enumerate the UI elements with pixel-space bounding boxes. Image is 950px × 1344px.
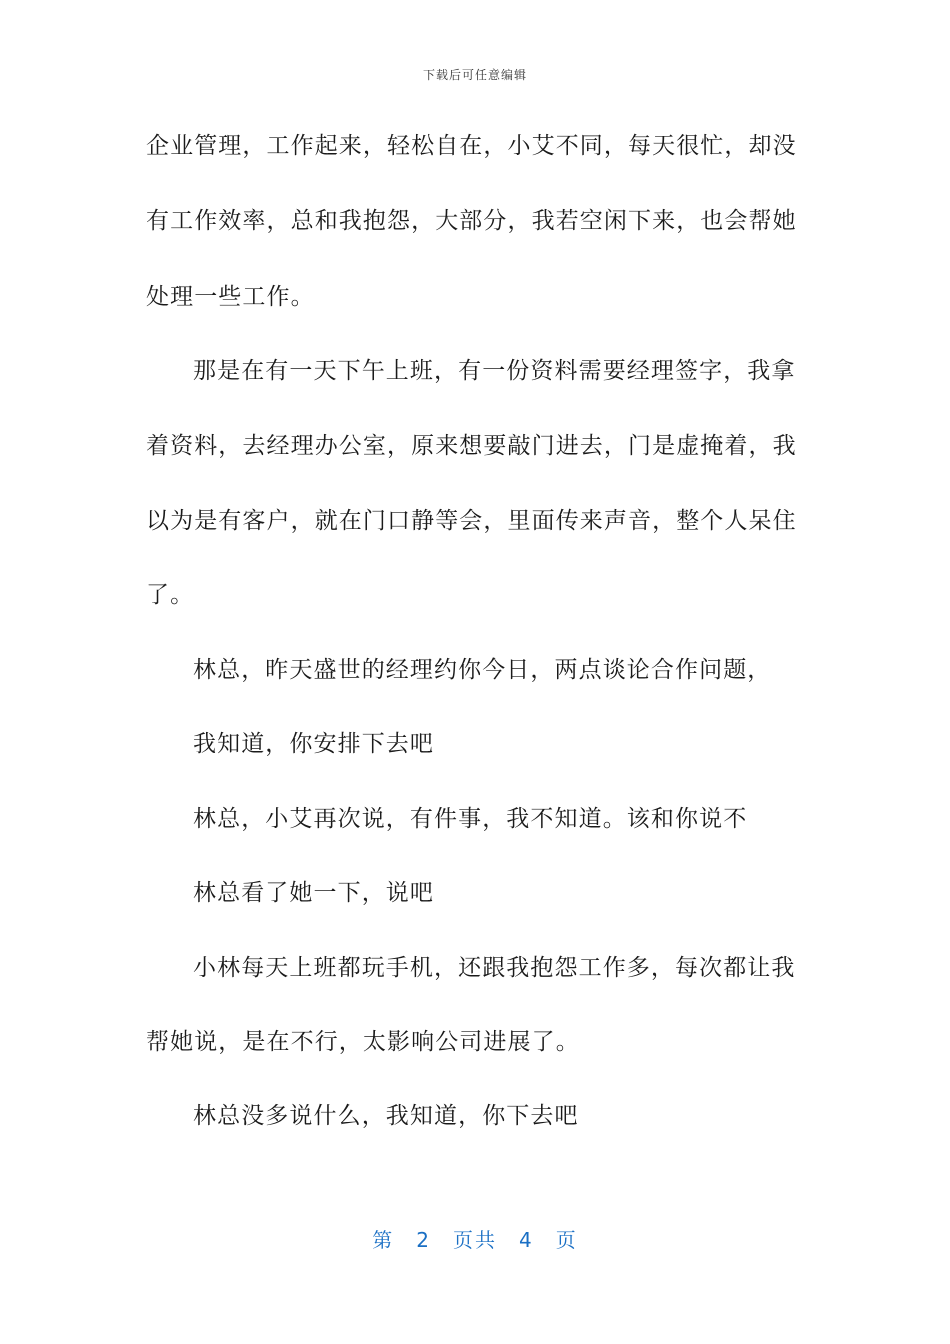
paragraph-2-line-2: 着资料，去经理办公室，原来想要敲门进去，门是虚掩着，我 (146, 433, 797, 459)
footer-suffix: 页 (555, 1228, 578, 1252)
paragraph-2-line-1: 那是在有一天下午上班，有一份资料需要经理签字，我拿 (193, 358, 796, 384)
footer-total-pages: 4 (519, 1228, 534, 1252)
paragraph-6-line-1: 林总看了她一下，说吧 (193, 880, 434, 906)
paragraph-7-line-1: 小林每天上班都玩手机，还跟我抱怨工作多，每次都让我 (193, 955, 796, 981)
footer-middle: 页共 (453, 1228, 497, 1252)
paragraph-8-line-1: 林总没多说什么，我知道，你下去吧 (193, 1103, 579, 1129)
paragraph-1-line-3: 处理一些工作。 (146, 284, 315, 310)
page-header: 下载后可任意编辑 (422, 68, 527, 82)
footer-current-page: 2 (416, 1228, 431, 1252)
paragraph-2-line-4: 了。 (146, 582, 195, 608)
paragraph-1-line-2: 有工作效率，总和我抱怨，大部分，我若空闲下来，也会帮她 (146, 208, 797, 234)
paragraph-5-line-1: 林总，小艾再次说，有件事，我不知道。该和你说不 (193, 806, 748, 832)
paragraph-1-line-1: 企业管理，工作起来，轻松自在，小艾不同，每天很忙，却没 (146, 133, 797, 159)
footer-prefix: 第 (372, 1228, 395, 1252)
paragraph-3-line-1: 林总，昨天盛世的经理约你今日，两点谈论合作问题， (193, 657, 772, 683)
paragraph-7-line-2: 帮她说，是在不行，太影响公司进展了。 (146, 1029, 580, 1055)
paragraph-2-line-3: 以为是有客户，就在门口静等会，里面传来声音，整个人呆住 (146, 508, 797, 534)
paragraph-4-line-1: 我知道，你安排下去吧 (193, 731, 434, 757)
page-footer (0, 1224, 950, 1253)
